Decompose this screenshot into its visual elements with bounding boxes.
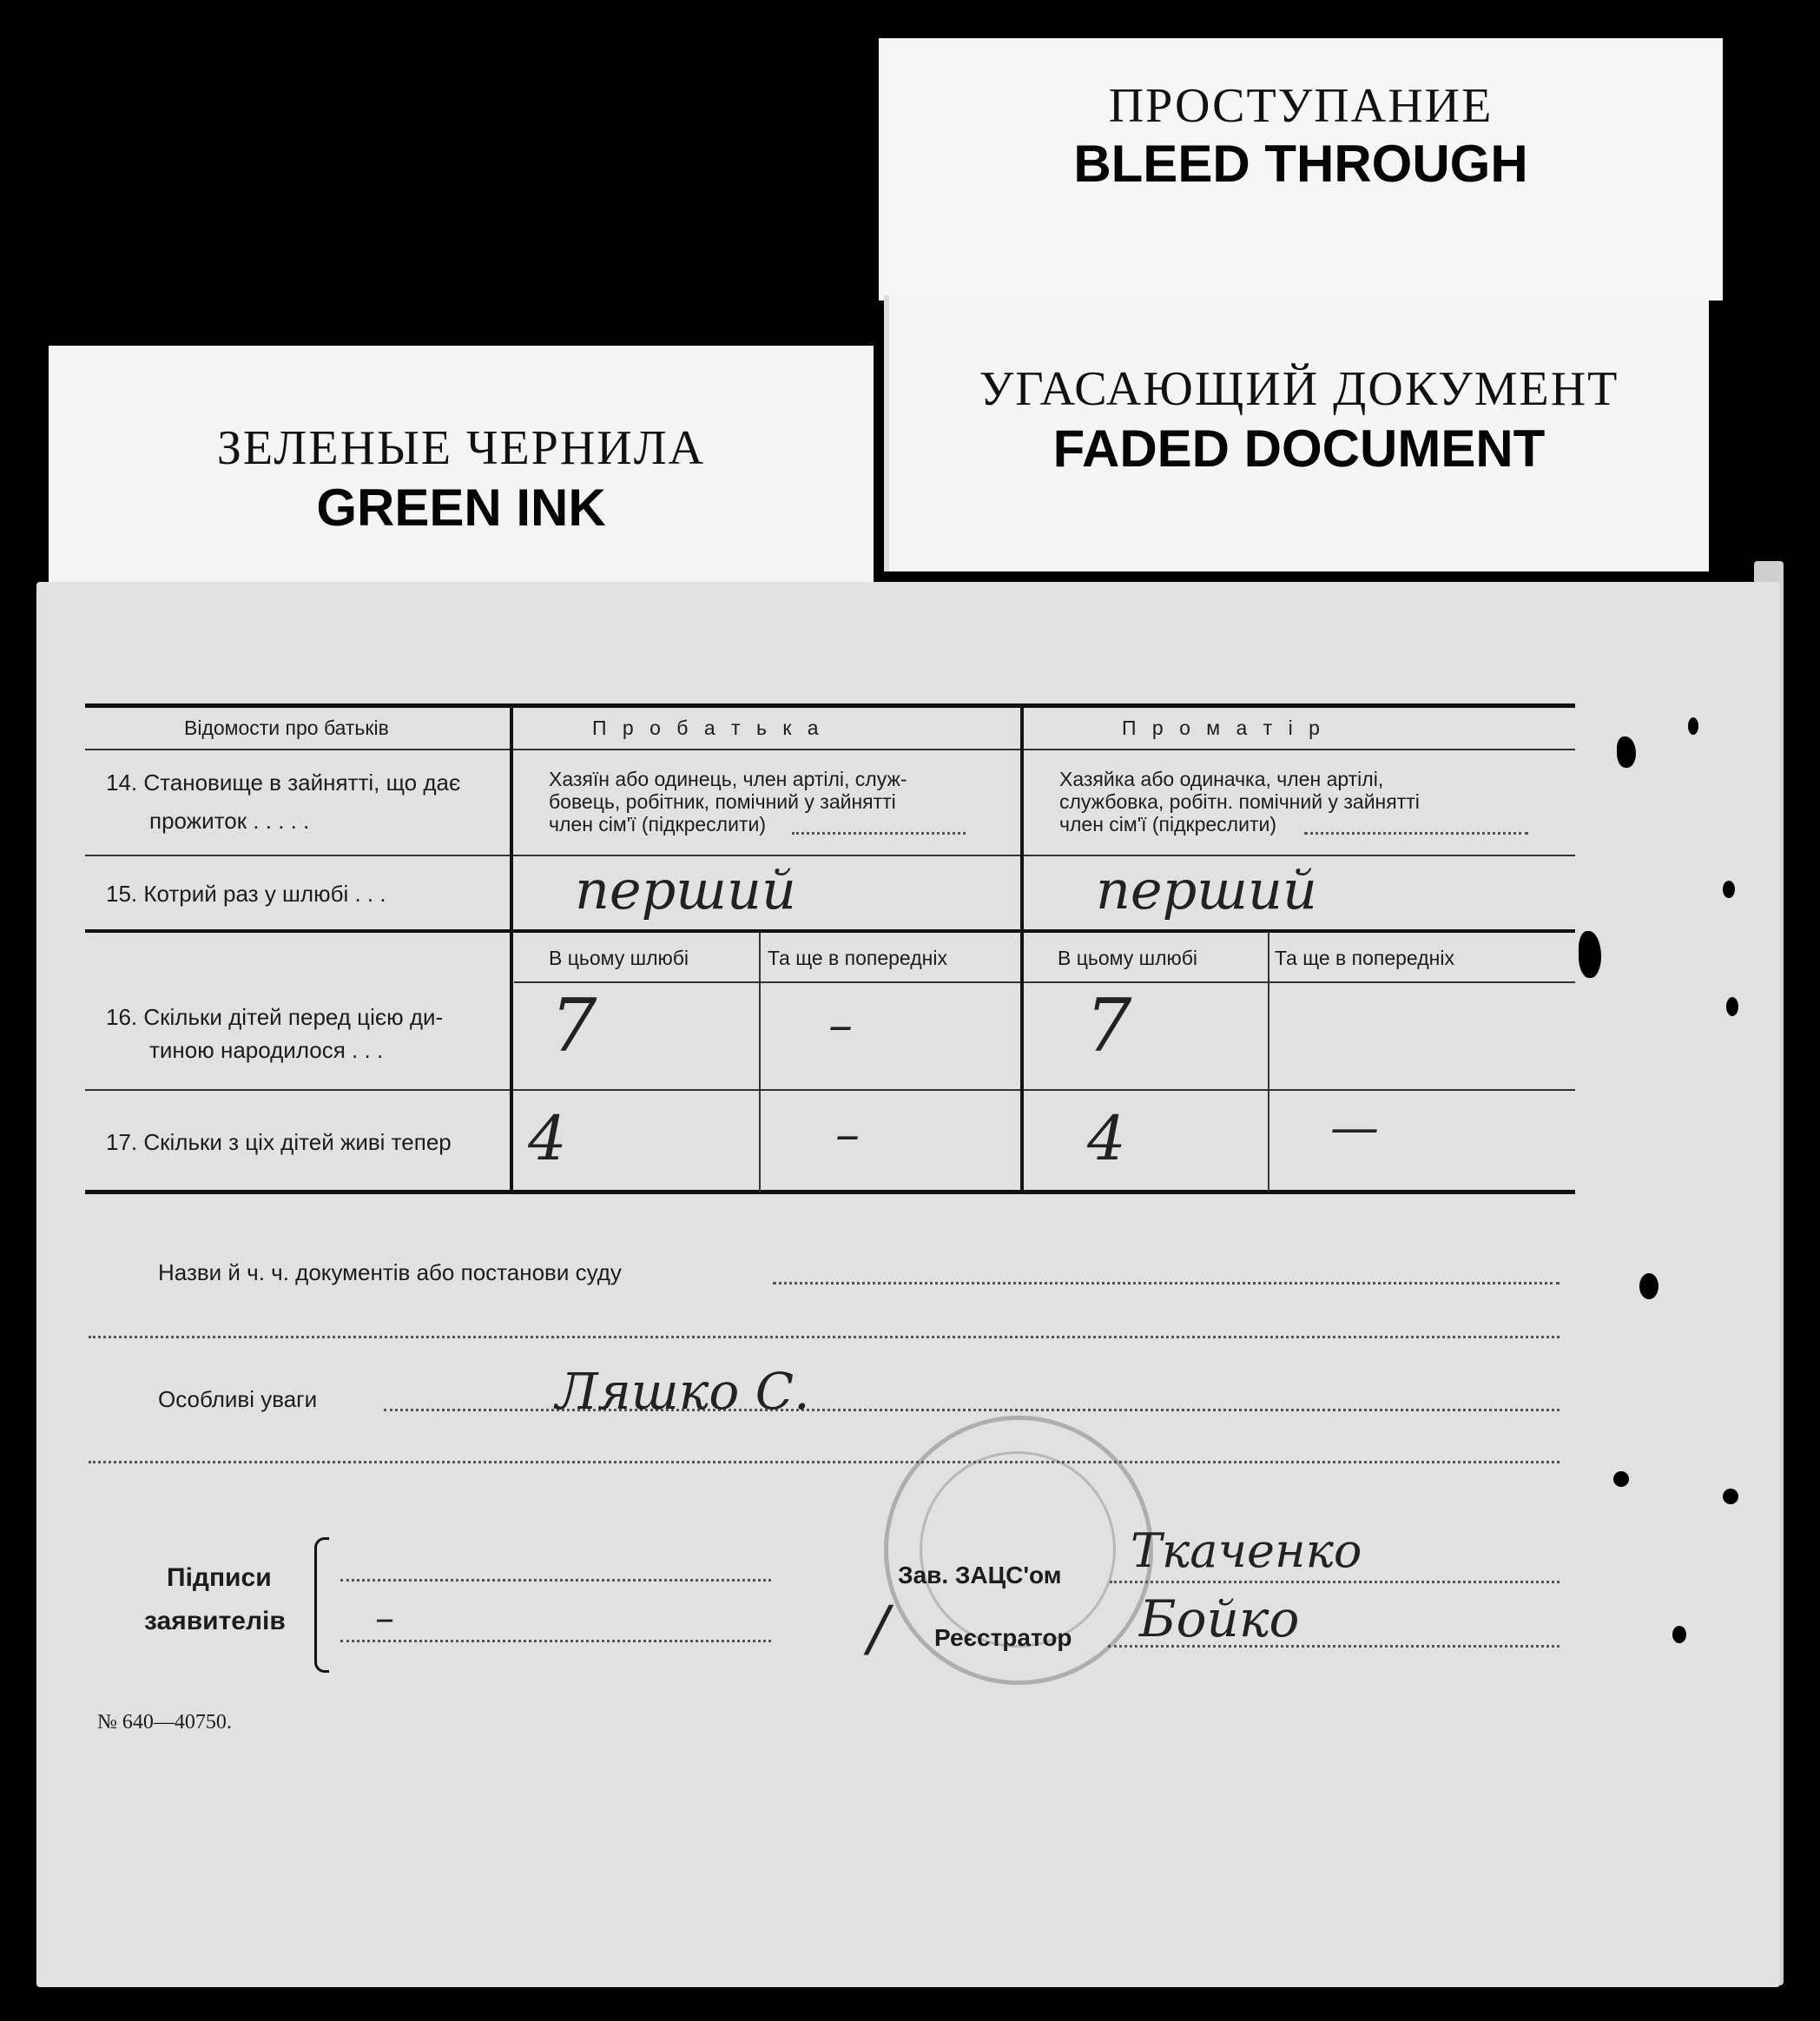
- registrar-label: Реєстратор: [934, 1624, 1072, 1651]
- row15-father-handwriting: перший: [575, 858, 796, 921]
- table-top-rule: [85, 703, 1575, 708]
- signature-line-1: [340, 1579, 771, 1582]
- row14-father-line1: Хазяїн або одинець, член артілі, служ-: [549, 768, 907, 790]
- label-green-ru: ЗЕЛЕНЫЕ ЧЕРНИЛА: [216, 421, 706, 475]
- punch-hole: [1617, 736, 1636, 768]
- row14-label-line1: 14. Становище в зайнятті, що дає: [106, 769, 461, 796]
- label-card-green-ink: [49, 346, 874, 606]
- notes-line-2: [89, 1461, 1560, 1463]
- column-divider-mother-sub: [1268, 933, 1269, 1192]
- documents-line-1: [773, 1282, 1560, 1285]
- head-label: Зав. ЗАЦС'ом: [898, 1562, 1062, 1588]
- row14-father-line2: бовець, робітник, помічний у зайнятті: [549, 790, 896, 813]
- row17-label: 17. Скільки з ціх дітей живі тепер: [106, 1129, 452, 1155]
- table-bottom-rule: [85, 1190, 1575, 1194]
- registrar-prefix-mark: /: [868, 1593, 889, 1664]
- punch-hole: [1723, 881, 1735, 898]
- row14-label-line2: прожиток . . . . .: [149, 808, 310, 834]
- head-signature-line: [1110, 1581, 1560, 1583]
- label-green-en: GREEN INK: [316, 479, 606, 537]
- punch-hole: [1688, 717, 1698, 735]
- header-col-label: Відомости про батьків: [184, 717, 389, 739]
- signatures-bracket: [314, 1537, 329, 1673]
- documents-line-2: [89, 1336, 1560, 1338]
- column-divider-1: [510, 708, 513, 1192]
- header-mother: П р о м а т і р: [1122, 717, 1325, 739]
- notes-handwriting: Ляшко С.: [556, 1362, 810, 1421]
- row14-mother-line3: член сім'ї (підкреслити): [1059, 813, 1276, 835]
- row14-mother-line1: Хазяйка або одиначка, член артілі,: [1059, 768, 1384, 790]
- row14-mother-line2: службовка, робітн. помічний у зайнятті: [1059, 790, 1420, 813]
- document-sheet: [36, 582, 1780, 1987]
- label-faded-en: FADED DOCUMENT: [1052, 419, 1546, 478]
- signatures-label-line1: Підписи: [167, 1563, 272, 1592]
- row14-father-line3: член сім'ї (підкреслити): [549, 813, 766, 835]
- punch-hole: [1723, 1489, 1738, 1504]
- rule-after-row16: [85, 1089, 1575, 1091]
- rule-after-row14: [85, 855, 1575, 856]
- label-faded-ru: УГАСАЮЩИЙ ДОКУМЕНТ: [979, 362, 1619, 416]
- subheader-mother-this-marriage: В цьому шлюбі: [1058, 947, 1198, 969]
- rule-after-header: [85, 749, 1575, 750]
- row17-mother-this: 4: [1087, 1103, 1126, 1174]
- row17-mother-prev: —: [1330, 1100, 1379, 1156]
- subheader-mother-previous: Та ще в попередніх: [1275, 947, 1454, 969]
- row16-father-this: 7: [551, 983, 597, 1068]
- punch-hole: [1639, 1273, 1658, 1299]
- row16-father-prev: –: [828, 997, 853, 1053]
- label-bleed-en: BLEED THROUGH: [1073, 135, 1528, 193]
- column-divider-father-sub: [759, 933, 761, 1192]
- rule-after-subheader: [514, 981, 1575, 983]
- signature-line-2: [340, 1640, 771, 1642]
- row16-label-line2: тиною народилося . . .: [149, 1037, 384, 1063]
- row14-father-dots: [792, 832, 966, 835]
- label-card-faded-document: [884, 295, 1709, 571]
- form-number: № 640—40750.: [97, 1711, 232, 1734]
- signature-dash: –: [375, 1596, 394, 1641]
- punch-hole: [1726, 997, 1738, 1016]
- row16-label-line1: 16. Скільки дітей перед цією ди-: [106, 1004, 444, 1030]
- column-divider-2: [1020, 708, 1024, 1192]
- row15-label: 15. Котрий раз у шлюбі . . .: [106, 881, 386, 907]
- documents-label: Назви й ч. ч. документів або постанови суду: [158, 1259, 622, 1285]
- label-card-bleed-through: [879, 38, 1723, 301]
- row16-mother-this: 7: [1085, 983, 1132, 1068]
- row15-mother-handwriting: перший: [1096, 858, 1317, 921]
- row14-mother-dots: [1304, 832, 1528, 835]
- signatures-label-line2: заявителів: [144, 1607, 286, 1635]
- rule-after-row15: [85, 929, 1575, 933]
- row17-father-prev: –: [835, 1106, 860, 1163]
- label-bleed-ru: ПРОСТУПАНИЕ: [1108, 79, 1494, 133]
- row17-father-this: 4: [528, 1103, 567, 1174]
- subheader-father-previous: Та ще в попередніх: [768, 947, 947, 969]
- subheader-father-this-marriage: В цьому шлюбі: [549, 947, 689, 969]
- punch-hole: [1613, 1471, 1629, 1487]
- head-signature: Ткаченко: [1131, 1523, 1362, 1578]
- punch-hole: [1672, 1626, 1686, 1643]
- registrar-signature: Бойко: [1139, 1589, 1300, 1648]
- notes-label: Особливі уваги: [158, 1386, 318, 1412]
- seal-inner-ring: [920, 1451, 1116, 1648]
- header-father: П р о б а т ь к а: [592, 717, 824, 739]
